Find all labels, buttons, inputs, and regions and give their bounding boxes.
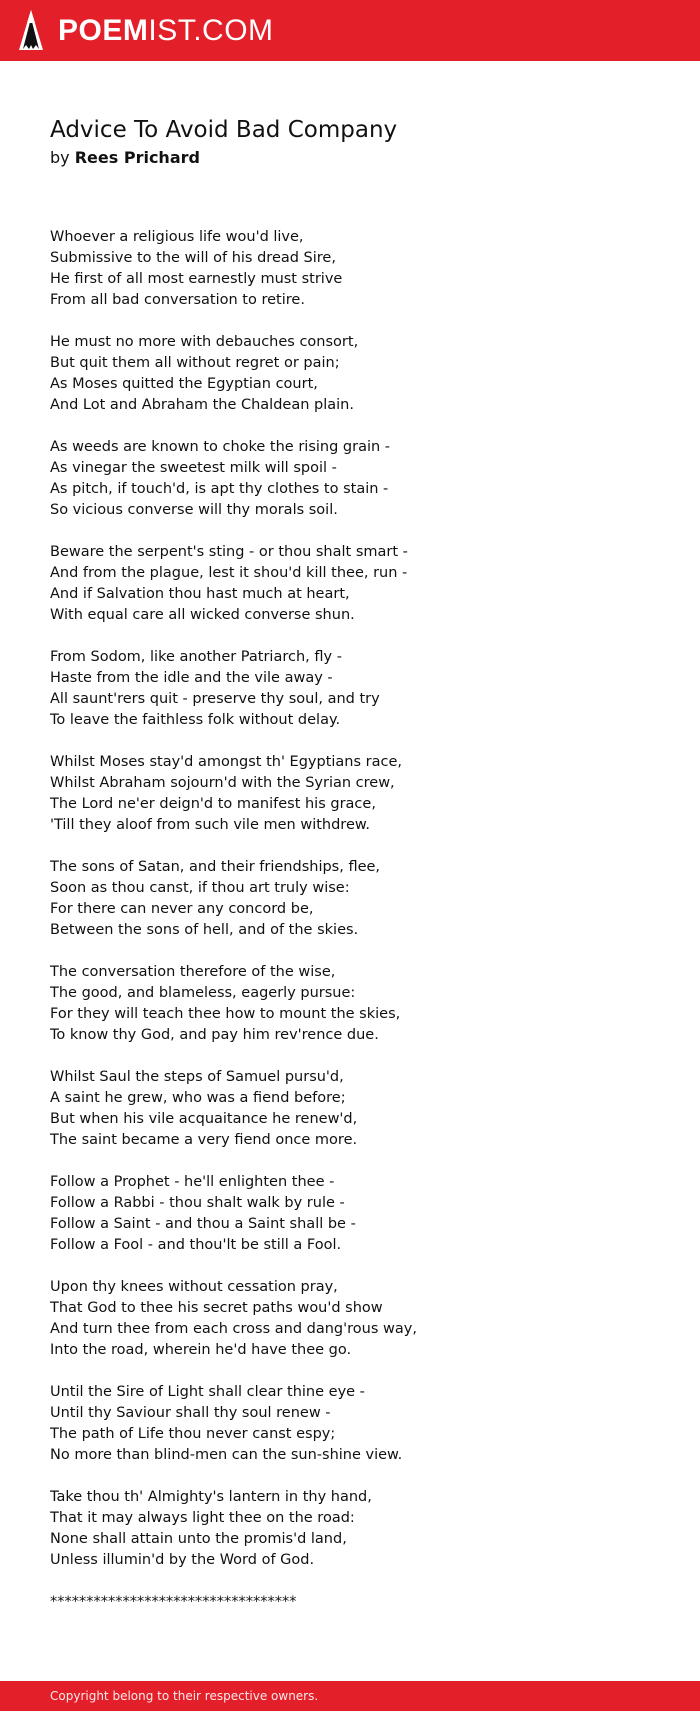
poem-line: All saunt'rers quit - preserve thy soul, and try: [50, 691, 380, 707]
poem-line: 'Till they aloof from such vile men withdrew.: [50, 817, 370, 833]
site-logo-text: [58, 13, 274, 47]
by-label: by: [50, 148, 70, 167]
poem-line: Whilst Abraham sojourn'd with the Syrian crew,: [50, 775, 395, 791]
stanza-1: [50, 227, 650, 311]
top-header-bar: [0, 0, 700, 61]
poem-line: With equal care all wicked converse shun.: [50, 607, 355, 623]
poem-byline: [50, 147, 650, 169]
poem-line: Follow a Saint - and thou a Saint shall be -: [50, 1216, 356, 1232]
logo-bold-text: POEM: [58, 13, 149, 47]
stanza-9: [50, 1067, 650, 1151]
stanza-3: [50, 437, 650, 521]
poem-line: And Lot and Abraham the Chaldean plain.: [50, 397, 354, 413]
poem-line: From Sodom, like another Patriarch, fly -: [50, 649, 342, 665]
poem-line: That God to thee his secret paths wou'd show: [50, 1300, 383, 1316]
poem-line: He must no more with debauches consort,: [50, 334, 359, 350]
poem-line: Between the sons of hell, and of the skies.: [50, 922, 359, 938]
stanza-7: [50, 857, 650, 941]
poem-author: Rees Prichard: [74, 148, 200, 167]
poem-line: But quit them all without regret or pain;: [50, 355, 340, 371]
poem-line: From all bad conversation to retire.: [50, 292, 305, 308]
poem-body: [50, 227, 650, 1613]
poem-line: As vinegar the sweetest milk will spoil -: [50, 460, 337, 476]
poem-line: And from the plague, lest it shou'd kill thee, run -: [50, 565, 408, 581]
poem-line: Unless illumin'd by the Word of God.: [50, 1552, 315, 1568]
stanza-11: [50, 1277, 650, 1361]
copyright-notice: Copyright belong to their respective owners.: [50, 1689, 319, 1703]
poem-line: Into the road, wherein he'd have thee go.: [50, 1342, 352, 1358]
poem-line: A saint he grew, who was a fiend before;: [50, 1090, 346, 1106]
poem-line: For they will teach thee how to mount the skies,: [50, 1006, 401, 1022]
footer-bar: [0, 1681, 700, 1711]
poem-end-separator: **********************************: [50, 1594, 297, 1610]
poem-line: The conversation therefore of the wise,: [50, 964, 336, 980]
poem-line: No more than blind-men can the sun-shine view.: [50, 1447, 403, 1463]
poem-line: The good, and blameless, eagerly pursue:: [50, 985, 356, 1001]
poem-line: To know thy God, and pay him rev'rence due.: [50, 1027, 379, 1043]
poem-line: The Lord ne'er deign'd to manifest his grace,: [50, 796, 376, 812]
poem-line: And if Salvation thou hast much at heart,: [50, 586, 350, 602]
stanza-10: [50, 1172, 650, 1256]
stanza-12: [50, 1382, 650, 1466]
poem-line: The saint became a very fiend once more.: [50, 1132, 358, 1148]
poem-line: None shall attain unto the promis'd land,: [50, 1531, 347, 1547]
poem-line: For there can never any concord be,: [50, 901, 314, 917]
poem-line: To leave the faithless folk without delay.: [50, 712, 341, 728]
poem-line: Whilst Moses stay'd amongst th' Egyptians race,: [50, 754, 403, 770]
poem-line: So vicious converse will thy morals soil.: [50, 502, 338, 518]
poem-line: Submissive to the will of his dread Sire,: [50, 250, 336, 266]
poem-line: That it may always light thee on the road:: [50, 1510, 355, 1526]
poem-line: But when his vile acquaitance he renew'd,: [50, 1111, 358, 1127]
poem-line: Upon thy knees without cessation pray,: [50, 1279, 338, 1295]
poem-line: Take thou th' Almighty's lantern in thy hand,: [50, 1489, 372, 1505]
pen-nib-icon: [16, 9, 46, 52]
poem-line: He first of all most earnestly must strive: [50, 271, 343, 287]
poem-title: Advice To Avoid Bad Company: [50, 117, 398, 143]
poem-line: Follow a Prophet - he'll enlighten thee -: [50, 1174, 335, 1190]
poem-line: As pitch, if touch'd, is apt thy clothes to stain -: [50, 481, 389, 497]
poem-line: As weeds are known to choke the rising grain -: [50, 439, 391, 455]
poem-line: Until the Sire of Light shall clear thine eye -: [50, 1384, 365, 1400]
stanza-2: [50, 332, 650, 416]
poem-line: Haste from the idle and the vile away -: [50, 670, 333, 686]
poem-line: Soon as thou canst, if thou art truly wise:: [50, 880, 350, 896]
poem-content: [50, 115, 650, 1613]
poem-line: Whilst Saul the steps of Samuel pursu'd,: [50, 1069, 344, 1085]
stanza-4: [50, 542, 650, 626]
logo-light-text: IST.COM: [148, 13, 274, 47]
poem-line: The sons of Satan, and their friendships, flee,: [50, 859, 381, 875]
poem-line: Whoever a religious life wou'd live,: [50, 229, 304, 245]
poem-line: As Moses quitted the Egyptian court,: [50, 376, 318, 392]
poem-line: The path of Life thou never canst espy;: [50, 1426, 336, 1442]
poem-line: And turn thee from each cross and dang'rous way,: [50, 1321, 417, 1337]
poem-line: Until thy Saviour shall thy soul renew -: [50, 1405, 331, 1421]
poem-line: Follow a Rabbi - thou shalt walk by rule -: [50, 1195, 345, 1211]
poem-line: Follow a Fool - and thou'lt be still a Fool.: [50, 1237, 342, 1253]
poem-line: Beware the serpent's sting - or thou shalt smart -: [50, 544, 408, 560]
stanza-5: [50, 647, 650, 731]
stanza-8: [50, 962, 650, 1046]
site-logo-link[interactable]: [16, 9, 274, 52]
stanza-6: [50, 752, 650, 836]
stanza-13: [50, 1487, 650, 1571]
